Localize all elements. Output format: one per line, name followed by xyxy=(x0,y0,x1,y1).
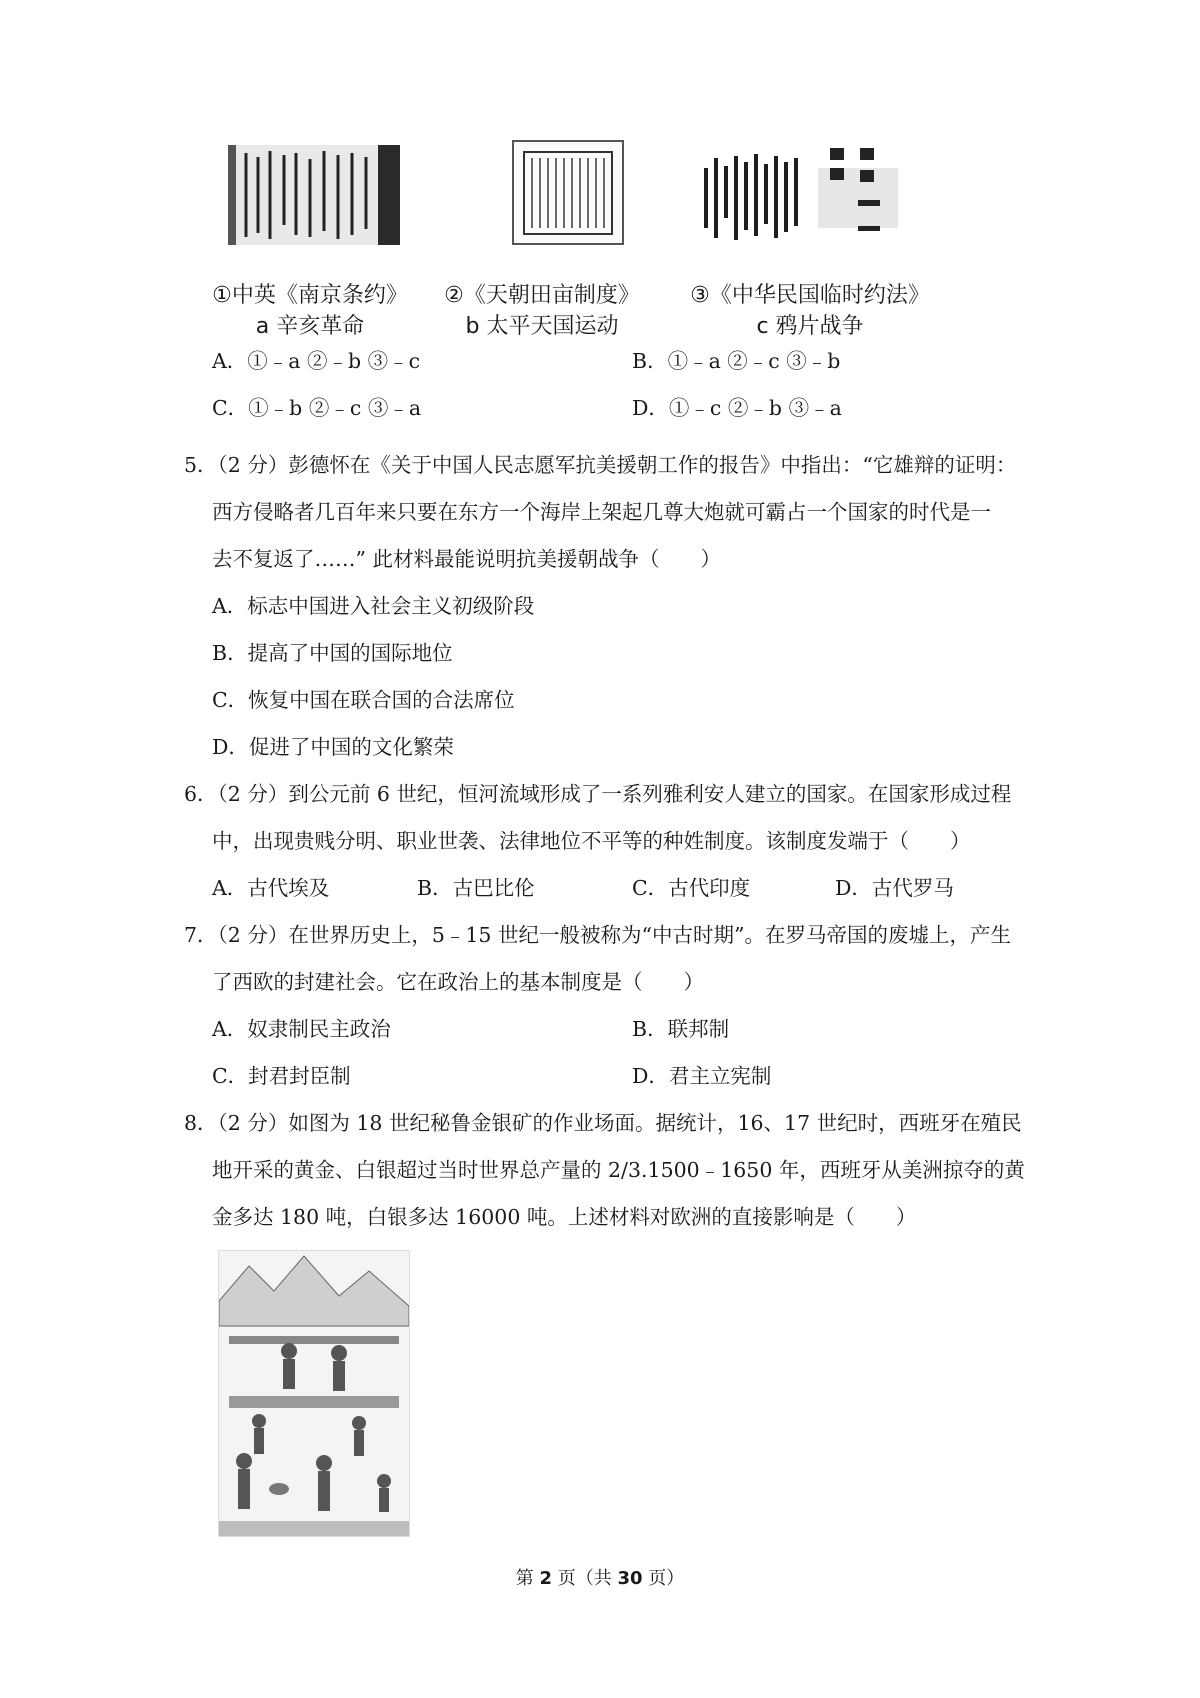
caption-title: ①中英《南京条约》 xyxy=(212,283,408,308)
q4-option-c: C．①﹣b ②﹣c ③﹣a xyxy=(212,396,422,420)
q8-stem-line: 8．（2 分）如图为 18 世纪秘鲁金银矿的作业场面。据统计，16、17 世纪时，西班牙在殖民 xyxy=(184,1111,1022,1135)
caption-title: ③《中华民国临时约法》 xyxy=(690,283,930,308)
footer-prefix: 第 xyxy=(515,1568,534,1589)
caption-constitution xyxy=(680,278,940,340)
peru-mine-illustration xyxy=(218,1250,410,1537)
q7-option-b: B．联邦制 xyxy=(632,1017,730,1041)
caption-sub: c 鸦片战争 xyxy=(756,314,864,339)
q5-stem-line: 去不复返了……” 此材料最能说明抗美援朝战争（ ） xyxy=(212,547,721,571)
q6-stem-line: 6．（2 分）到公元前 6 世纪，恒河流域形成了一系列雅利安人建立的国家。在国家形成过程 xyxy=(184,782,1012,806)
q6-option-a: A．古代埃及 xyxy=(212,876,330,900)
footer-page-number: 2 xyxy=(539,1568,552,1589)
q7-option-d: D．君主立宪制 xyxy=(632,1064,772,1088)
caption-sub: a 辛亥革命 xyxy=(255,314,365,339)
page-footer xyxy=(0,1564,1200,1590)
q5-option-c: C．恢复中国在联合国的合法席位 xyxy=(212,688,515,712)
caption-nanjing-treaty xyxy=(205,278,415,340)
nanjing-treaty-image xyxy=(228,145,400,245)
q4-option-d: D．①﹣c ②﹣b ③﹣a xyxy=(632,396,842,420)
caption-title: ②《天朝田亩制度》 xyxy=(444,283,640,308)
q4-option-a: A．①﹣a ②﹣b ③﹣c xyxy=(212,349,421,373)
q4-option-b: B．①﹣a ②﹣c ③﹣b xyxy=(632,349,841,373)
q8-stem-line: 地开采的黄金、白银超过当时世界总产量的 2/3.1500﹣1650 年，西班牙从美洲掠夺的黄 xyxy=(212,1158,1025,1182)
q7-stem-line: 了西欧的封建社会。它在政治上的基本制度是（ ） xyxy=(212,970,704,994)
provisional-constitution-image xyxy=(700,148,900,248)
q7-option-a: A．奴隶制民主政治 xyxy=(212,1017,391,1041)
footer-middle: 页（共 xyxy=(557,1568,612,1589)
q5-option-a: A．标志中国进入社会主义初级阶段 xyxy=(212,594,535,618)
q5-stem-line: 西方侵略者几百年来只要在东方一个海岸上架起几尊大炮就可霸占一个国家的时代是一 xyxy=(212,500,991,524)
footer-total-pages: 30 xyxy=(617,1568,643,1589)
q5-option-d: D．促进了中国的文化繁荣 xyxy=(212,735,454,759)
q6-option-d: D．古代罗马 xyxy=(835,876,954,900)
q6-option-c: C．古代印度 xyxy=(632,876,751,900)
q6-stem-line: 中，出现贵贱分明、职业世袭、法律地位不平等的种姓制度。该制度发端于（ ） xyxy=(212,829,971,853)
q7-stem-line: 7．（2 分）在世界历史上，5﹣15 世纪一般被称为“中古时期”。在罗马帝国的废墟上，产生 xyxy=(184,923,1011,947)
q5-option-b: B．提高了中国的国际地位 xyxy=(212,641,453,665)
q5-stem-line: 5．（2 分）彭德怀在《关于中国人民志愿军抗美援朝工作的报告》中指出：“它雄辩的证明： xyxy=(184,453,1017,477)
q8-stem-line: 金多达 180 吨，白银多达 16000 吨。上述材料对欧洲的直接影响是（ ） xyxy=(212,1205,917,1229)
tianchao-tianmu-image xyxy=(512,140,624,245)
q6-option-b: B．古巴比伦 xyxy=(417,876,535,900)
caption-sub: b 太平天国运动 xyxy=(465,314,619,339)
footer-suffix: 页） xyxy=(648,1568,685,1589)
caption-tianchao xyxy=(442,278,642,340)
q7-option-c: C．封君封臣制 xyxy=(212,1064,351,1088)
